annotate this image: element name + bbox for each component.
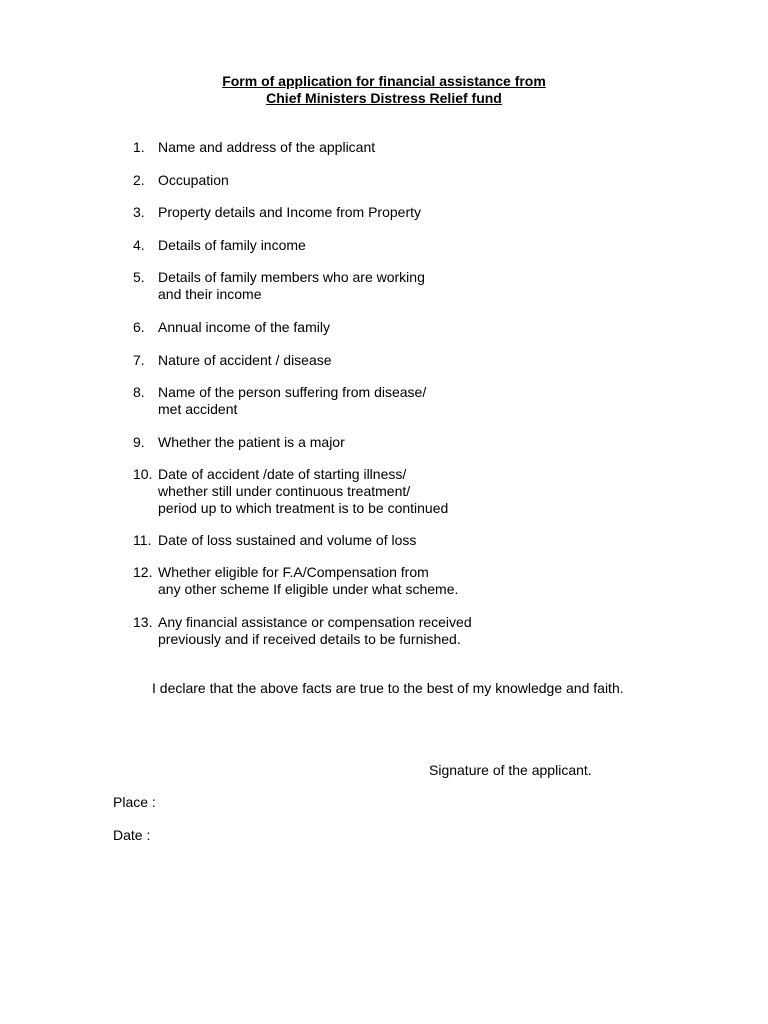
item-number: 9.	[133, 434, 145, 450]
item-text: whether still under continuous treatment/	[158, 483, 411, 499]
form-item	[133, 434, 345, 451]
item-text: Annual income of the family	[158, 319, 330, 335]
item-number: 8.	[133, 384, 145, 400]
item-text: Name and address of the applicant	[158, 139, 376, 155]
form-title	[0, 73, 768, 107]
item-number: 5.	[133, 269, 145, 285]
item-number: 11.	[133, 532, 152, 548]
item-text: Nature of accident / disease	[158, 352, 332, 368]
item-text: met accident	[158, 401, 238, 417]
form-item	[133, 269, 425, 303]
item-text: and their income	[158, 286, 262, 302]
item-text: Any financial assistance or compensation received	[158, 614, 472, 630]
place-label: Place :	[113, 794, 156, 810]
item-number: 1.	[133, 139, 145, 155]
item-text: Whether eligible for F.A/Compensation from	[158, 564, 429, 580]
item-text: Details of family income	[158, 237, 306, 253]
form-item	[133, 237, 306, 254]
form-item	[133, 466, 448, 517]
item-number: 13.	[133, 614, 153, 630]
item-text: Details of family members who are working	[158, 269, 425, 285]
item-number: 2.	[133, 172, 145, 188]
form-item	[133, 319, 330, 336]
item-text: Date of accident /date of starting illness/	[158, 466, 407, 482]
form-item	[133, 532, 416, 549]
form-item	[133, 352, 332, 369]
item-number: 4.	[133, 237, 145, 253]
declaration-text: I declare that the above facts are true to the best of my knowledge and faith.	[152, 680, 624, 696]
item-text: Whether the patient is a major	[158, 434, 345, 450]
item-number: 12.	[133, 564, 153, 580]
item-text: previously and if received details to be furnished.	[158, 631, 461, 647]
item-number: 7.	[133, 352, 145, 368]
title-line-1: Form of application for financial assistance from	[222, 73, 546, 89]
item-text: Occupation	[158, 172, 229, 188]
form-item	[133, 204, 421, 221]
form-item	[133, 614, 472, 648]
item-text: Name of the person suffering from disease/	[158, 384, 427, 400]
form-item	[133, 384, 426, 418]
signature-label: Signature of the applicant.	[429, 762, 592, 778]
item-text: Date of loss sustained and volume of loss	[158, 532, 417, 548]
item-number: 10.	[133, 466, 153, 482]
item-number: 6.	[133, 319, 145, 335]
form-item	[133, 564, 458, 598]
item-text: any other scheme If eligible under what scheme.	[158, 581, 459, 597]
title-line-2: Chief Ministers Distress Relief fund	[266, 90, 502, 106]
item-number: 3.	[133, 204, 145, 220]
item-text: period up to which treatment is to be continued	[158, 500, 449, 516]
date-label: Date :	[113, 827, 151, 843]
form-item	[133, 139, 375, 156]
form-item	[133, 172, 229, 189]
item-text: Property details and Income from Property	[158, 204, 422, 220]
